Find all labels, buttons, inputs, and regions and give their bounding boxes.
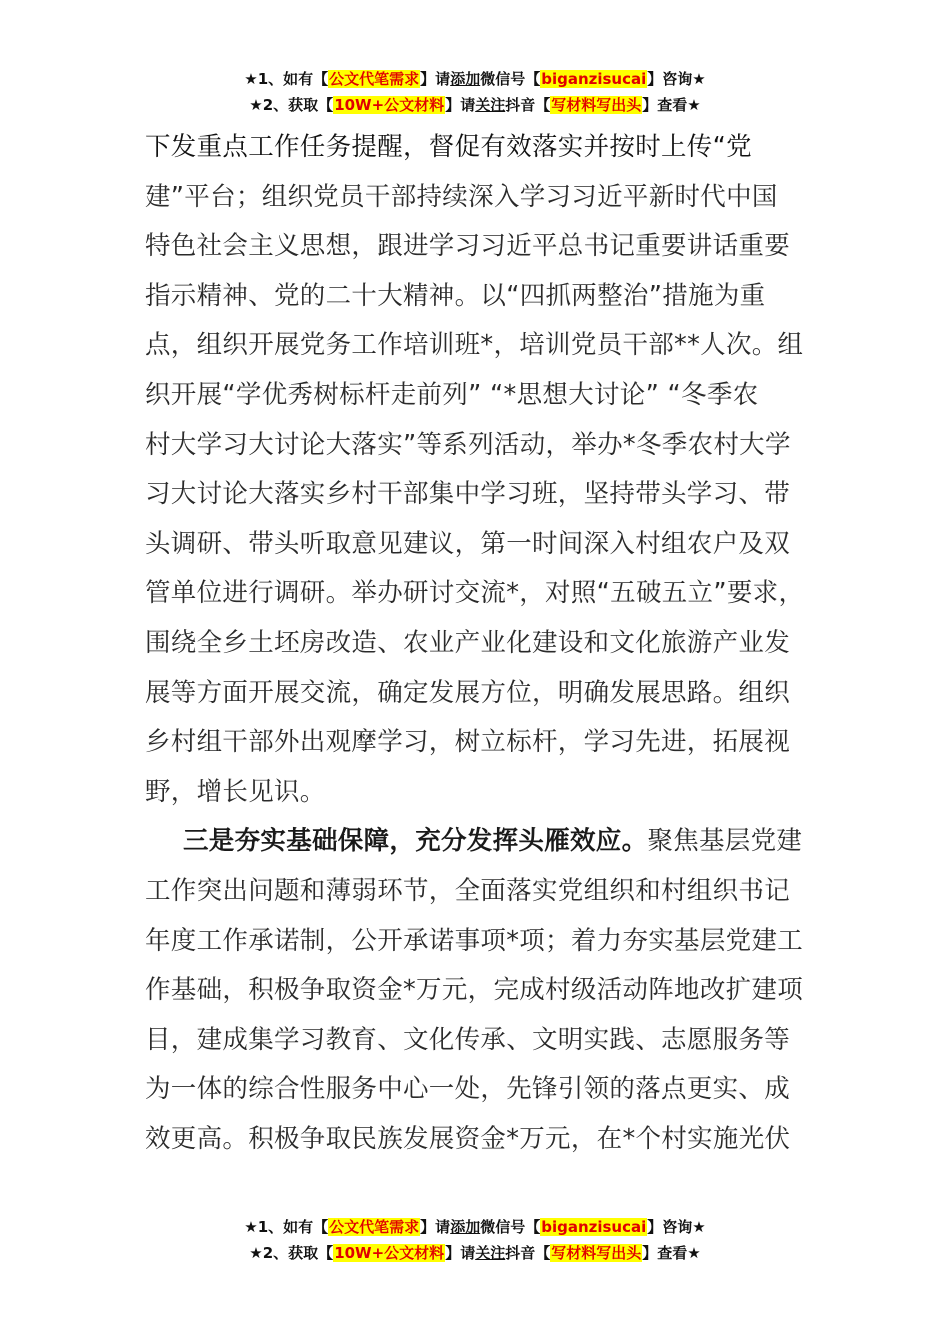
banner-text: 】查看★ — [642, 96, 701, 114]
body-line: 头调研、带头听取意见建议，第一时间深入村组农户及双 — [145, 528, 791, 559]
body-line: 年度工作承诺制，公开承诺事项*项；着力夯实基层党建工 — [145, 925, 804, 956]
body-line: 乡村组干部外出观摩学习，树立标杆，学习先进，拓展视 — [145, 727, 791, 758]
banner-text: 微信号【 — [480, 70, 541, 88]
banner-text: 】请 — [445, 96, 476, 114]
body-line: 目，建成集学习教育、文化传承、文明实践、志愿服务等 — [145, 1024, 791, 1055]
section-heading: 三是夯实基础保障，充分发挥头雁效应。 — [183, 826, 648, 857]
body-line: 围绕全乡土坯房改造、农业产业化建设和文化旅游产业发 — [145, 627, 791, 658]
banner-text: ★1、如有【 — [244, 1218, 329, 1236]
body-line: 织开展“学优秀树标杆走前列” “*思想大讨论” “冬季农 — [145, 379, 759, 410]
banner-underlined: 关注 — [475, 1244, 506, 1262]
banner-text: 】请 — [420, 1218, 451, 1236]
body-line: 习大讨论大落实乡村干部集中学习班，坚持带头学习、带 — [145, 479, 791, 510]
banner-text: 】查看★ — [642, 1244, 701, 1262]
body-line: 建”平台；组织党员干部持续深入学习习近平新时代中国 — [145, 181, 778, 212]
body-text-run: 聚焦基层党建 — [647, 826, 803, 857]
banner-highlight: 公文代笔需求 — [329, 1218, 420, 1236]
banner-text: 抖音【 — [505, 96, 551, 114]
banner-text: 】请 — [445, 1244, 476, 1262]
banner-underlined: 添加 — [450, 70, 481, 88]
banner-text: ★2、获取【 — [249, 1244, 334, 1262]
body-line: 特色社会主义思想，跟进学习习近平总书记重要讲话重要 — [145, 231, 791, 262]
banner-text: ★2、获取【 — [249, 96, 334, 114]
body-line: 作基础，积极争取资金*万元，完成村级活动阵地改扩建项 — [145, 975, 804, 1006]
banner-line-2 — [0, 1240, 950, 1266]
body-line: 野，增长见识。 — [145, 776, 326, 807]
body-line: 下发重点工作任务提醒，督促有效落实并按时上传“党 — [145, 132, 752, 162]
banner-underlined: 关注 — [475, 96, 506, 114]
body-line: 村大学习大讨论大落实”等系列活动，举办*冬季农村大学 — [145, 429, 791, 460]
banner-text: 】请 — [420, 70, 451, 88]
banner-highlight: 公文代笔需求 — [329, 70, 420, 88]
paragraph-2-first-line — [145, 817, 825, 867]
banner-underlined: 添加 — [450, 1218, 481, 1236]
body-line: 管单位进行调研。举办研讨交流*，对照“五破五立”要求， — [145, 578, 805, 609]
banner-text: 抖音【 — [505, 1244, 551, 1262]
header-banner — [0, 66, 950, 118]
banner-highlight: 10W+公文材料 — [334, 96, 445, 114]
wechat-id: biganzisucai — [541, 1218, 647, 1236]
body-line: 指示精神、党的二十大精神。以“四抓两整治”措施为重 — [145, 280, 766, 311]
body-line: 效更高。积极争取民族发展资金*万元，在*个村实施光伏 — [145, 1123, 791, 1154]
footer-banner — [0, 1214, 950, 1266]
body-line: 点，组织开展党务工作培训班*，培训党员干部**人次。组 — [145, 330, 804, 361]
douyin-account: 写材料写出头 — [551, 1244, 642, 1262]
banner-line-1 — [0, 1214, 950, 1240]
banner-highlight: 10W+公文材料 — [334, 1244, 445, 1262]
banner-text: 微信号【 — [480, 1218, 541, 1236]
banner-text: ★1、如有【 — [244, 70, 329, 88]
banner-line-1 — [0, 66, 950, 92]
douyin-account: 写材料写出头 — [551, 96, 642, 114]
body-line: 为一体的综合性服务中心一处，先锋引领的落点更实、成 — [145, 1074, 791, 1105]
body-line: 工作突出问题和薄弱环节，全面落实党组织和村组织书记 — [145, 875, 791, 906]
body-line: 展等方面开展交流，确定发展方位，明确发展思路。组织 — [145, 677, 791, 708]
wechat-id: biganzisucai — [541, 70, 647, 88]
banner-text: 】咨询★ — [647, 1218, 706, 1236]
document-body — [145, 123, 825, 1164]
banner-line-2 — [0, 92, 950, 118]
banner-text: 】咨询★ — [647, 70, 706, 88]
